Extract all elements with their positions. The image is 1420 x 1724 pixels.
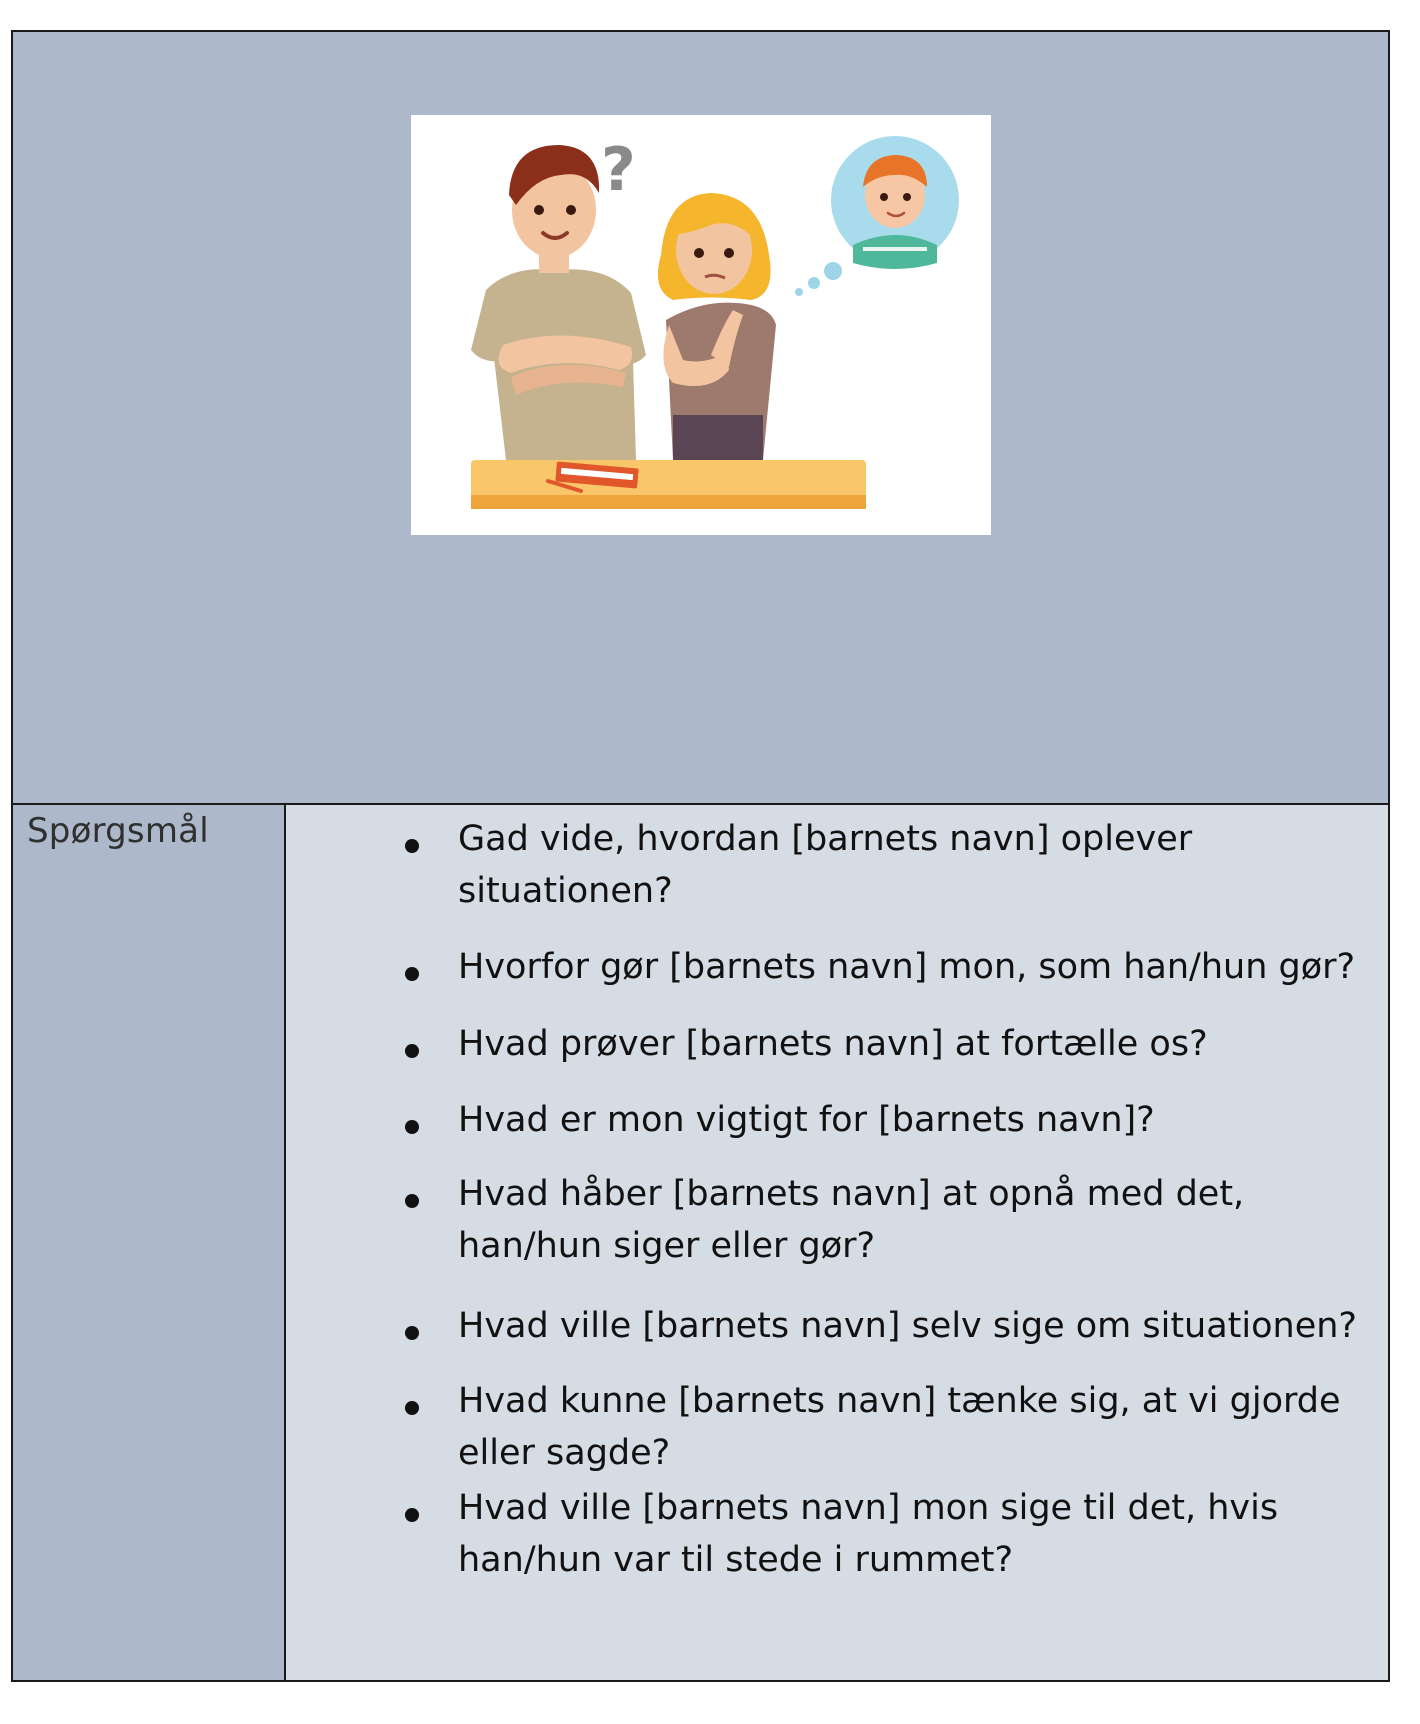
label-cell — [13, 805, 286, 1680]
question-text: Hvorfor gør [barnets navn] mon, som han/hun gør? — [458, 947, 1356, 987]
illustration-cell — [13, 32, 1388, 805]
bullet-icon — [405, 1326, 419, 1340]
question-text: Hvad kunne [barnets navn] tænke sig, at vi gjorde eller sagde? — [458, 1381, 1341, 1473]
svg-text:?: ? — [601, 135, 636, 205]
bullet-icon — [405, 1120, 419, 1134]
question-text: Hvad håber [barnets navn] at opnå med det, han/hun siger eller gør? — [458, 1174, 1245, 1266]
row-label: Spørgsmål — [27, 811, 209, 851]
question-text: Hvad ville [barnets navn] mon sige til det, hvis han/hun var til stede i rummet? — [458, 1488, 1279, 1580]
bullet-icon — [405, 1401, 419, 1415]
question-text: Hvad prøver [barnets navn] at fortælle os? — [458, 1024, 1208, 1064]
question-text: Hvad ville [barnets navn] selv sige om situationen? — [458, 1306, 1358, 1346]
parents-wondering-illustration — [411, 115, 991, 535]
question-text: Hvad er mon vigtigt for [barnets navn]? — [458, 1100, 1155, 1140]
document-table — [11, 30, 1390, 1682]
bullet-icon — [405, 1044, 419, 1058]
bullet-icon — [405, 967, 419, 981]
bullet-icon — [405, 839, 419, 853]
questions-cell — [286, 805, 1388, 1680]
question-text: Gad vide, hvordan [barnets navn] oplever situationen? — [458, 819, 1193, 911]
bullet-icon — [405, 1508, 419, 1522]
bullet-icon — [405, 1194, 419, 1208]
